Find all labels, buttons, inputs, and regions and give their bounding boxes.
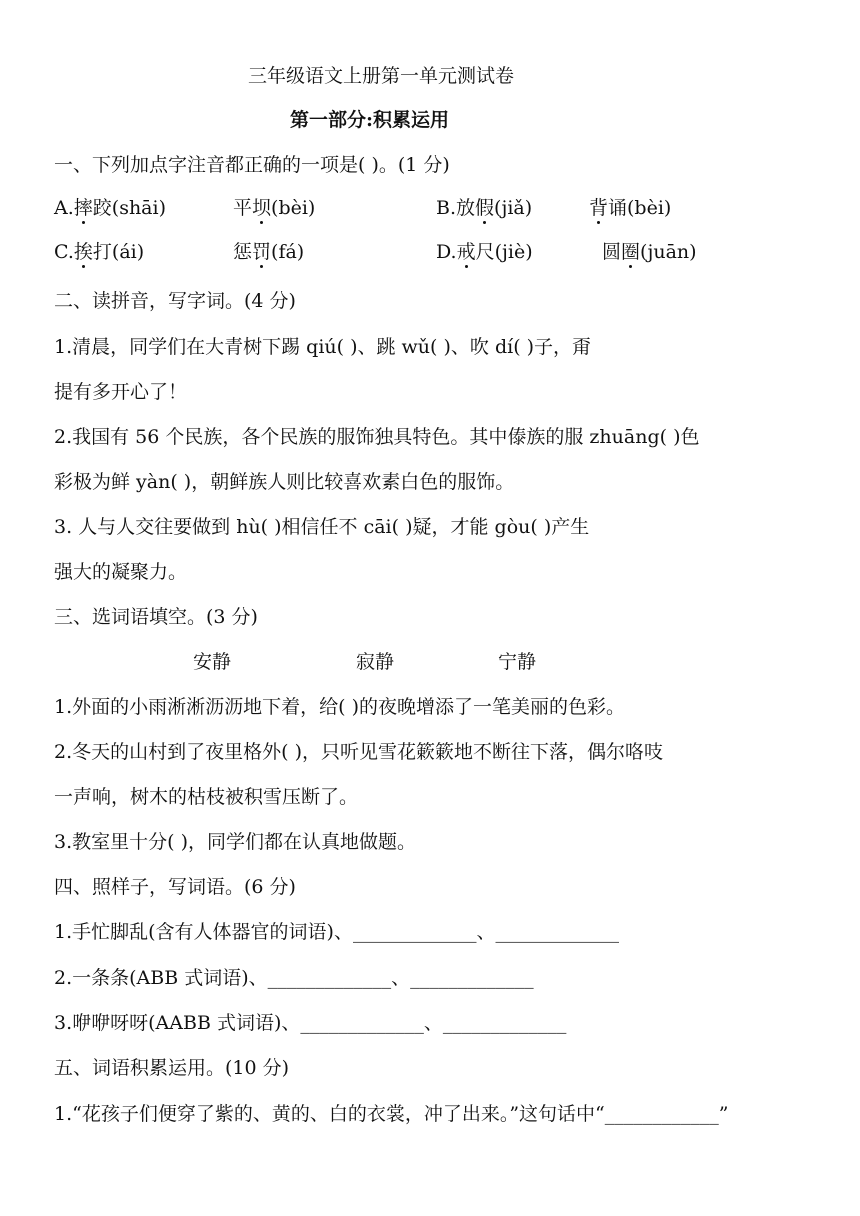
option-c-word-2: 惩罚(fá) — [233, 241, 305, 263]
option-b-word-1: B.放假(jiǎ) — [436, 197, 533, 219]
question-3-line-1: 1.外面的小雨淅淅沥沥地下着，给( )的夜晚增添了一笔美丽的色彩。 — [54, 696, 625, 718]
option-b-word-2: 背诵(bèi) — [589, 197, 672, 219]
question-2-line-3: 2.我国有 56 个民族，各个民族的服饰独具特色。其中傣族的服 zhuāng( )色 — [54, 426, 700, 448]
question-5-line-1: 1.“花孩子们便穿了紫的、黄的、白的衣裳，冲了出来。”这句话中“____________” — [54, 1103, 729, 1125]
word-choice-1: 安静 — [193, 651, 232, 673]
part-heading: 第一部分:积累运用 — [290, 109, 450, 131]
question-2-line-4: 彩极为鲜 yàn( )，朝鲜族人则比较喜欢素白色的服饰。 — [54, 471, 515, 493]
question-2-line-2: 提有多开心了！ — [54, 381, 188, 403]
question-1-stem: 一、下列加点字注音都正确的一项是( )。(1 分) — [54, 154, 450, 176]
question-4-line-3: 3.咿咿呀呀(AABB 式词语)、_____________、_____________ — [54, 1012, 567, 1034]
option-a-word-1: A.摔跤(shāi) — [54, 197, 166, 219]
option-c-word-1: C.挨打(ái) — [54, 241, 145, 263]
question-2-line-5: 3. 人与人交往要做到 hù( )相信任不 cāi( )疑，才能 gòu( )产生 — [54, 516, 590, 538]
question-2-line-1: 1.清晨，同学们在大青树下踢 qiú( )、跳 wǔ( )、吹 dí( )子，甭 — [54, 336, 592, 358]
question-2-line-6: 强大的凝聚力。 — [54, 561, 188, 583]
question-4-line-2: 2.一条条(ABB 式词语)、_____________、_____________ — [54, 967, 534, 989]
question-3-stem: 三、选词语填空。(3 分) — [54, 606, 258, 628]
question-3-line-4: 3.教室里十分( )，同学们都在认真地做题。 — [54, 831, 416, 853]
question-3-line-2: 2.冬天的山村到了夜里格外( )，只听见雪花簌簌地不断往下落，偶尔咯吱 — [54, 741, 663, 763]
question-4-line-1: 1.手忙脚乱(含有人体器官的词语)、_____________、_____________ — [54, 921, 619, 943]
word-choice-3: 宁静 — [498, 651, 537, 673]
question-2-stem: 二、读拼音，写字词。(4 分) — [54, 290, 296, 312]
option-d-word-1: D.戒尺(jiè) — [436, 241, 533, 263]
word-choice-2: 寂静 — [356, 651, 395, 673]
question-4-stem: 四、照样子，写词语。(6 分) — [54, 876, 296, 898]
option-a-word-2: 平坝(bèi) — [233, 197, 316, 219]
question-3-line-3: 一声响，树木的枯枝被积雪压断了。 — [54, 786, 359, 808]
option-d-word-2: 圆圈(juān) — [602, 241, 697, 263]
exam-title: 三年级语文上册第一单元测试卷 — [248, 65, 515, 87]
question-5-stem: 五、词语积累运用。(10 分) — [54, 1057, 290, 1079]
